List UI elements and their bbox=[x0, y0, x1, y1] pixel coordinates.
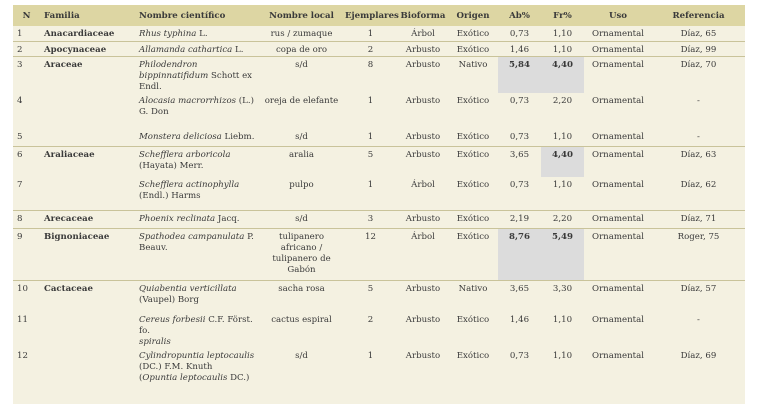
scientific-name: Philodendron bippinnatifidum bbox=[139, 59, 209, 81]
cell-n: 2 bbox=[13, 41, 40, 56]
cell-ejemplares: 1 bbox=[367, 179, 374, 190]
scientific-name-synonym: spiralis bbox=[139, 336, 171, 347]
cell-familia: Anacardiaceae bbox=[44, 29, 115, 39]
cell-fr: 1,10 bbox=[552, 29, 573, 39]
scientific-author: (Hayata) Merr. bbox=[139, 161, 204, 171]
table-row bbox=[13, 41, 745, 56]
cell-uso: Ornamental bbox=[592, 131, 644, 142]
cell-ab: 8,76 bbox=[498, 229, 541, 281]
cell-ab: 0,73 bbox=[509, 29, 530, 39]
cell-familia: Araliaceae bbox=[40, 147, 135, 177]
table-row bbox=[13, 147, 745, 177]
cell-nombre-local: oreja de elefante bbox=[264, 95, 339, 106]
header-referencia: Referencia bbox=[652, 5, 745, 26]
cell-referencia: Díaz, 70 bbox=[652, 56, 745, 93]
scientific-author: P. Beauv. bbox=[139, 232, 254, 253]
header-nombre-cientifico: Nombre científico bbox=[135, 5, 260, 26]
cell-fr: 1,10 bbox=[541, 41, 584, 56]
cell-uso: Ornamental bbox=[584, 56, 652, 93]
scientific-author: (Endl.) Harms bbox=[139, 190, 201, 201]
cell-bioforma: Árbol bbox=[411, 179, 435, 190]
cell-ab: 1,46 bbox=[509, 314, 530, 325]
cell-ab: 5,84 bbox=[498, 56, 541, 93]
cell-nombre-local: s/d bbox=[295, 131, 308, 142]
cell-ejemplares: 5 bbox=[343, 281, 398, 312]
scientific-name: Monstera deliciosa bbox=[139, 131, 222, 142]
table-row bbox=[13, 129, 745, 147]
scientific-author: C.F. Först. fo. bbox=[139, 314, 253, 336]
cell-ab: 3,65 bbox=[498, 147, 541, 177]
scientific-name: Allamanda cathartica bbox=[139, 44, 233, 55]
cell-referencia: - bbox=[697, 314, 700, 325]
cell-familia: Arecaceae bbox=[40, 211, 135, 229]
header-n: N bbox=[13, 5, 40, 26]
cell-bioforma: Arbusto bbox=[405, 131, 441, 142]
table-row bbox=[13, 93, 745, 129]
cell-origen: Exótico bbox=[448, 41, 498, 56]
table-row bbox=[13, 281, 745, 312]
cell-nombre-cientifico bbox=[135, 177, 260, 211]
cell-referencia: Díaz, 57 bbox=[652, 281, 745, 312]
scientific-author: (DC.) F.M. Knuth bbox=[139, 361, 213, 372]
cell-referencia: - bbox=[697, 131, 700, 142]
cell-fr: 1,10 bbox=[552, 350, 573, 361]
cell-uso: Ornamental bbox=[584, 281, 652, 312]
header-ejemplares: Ejemplares bbox=[343, 5, 398, 26]
cell-uso: Ornamental bbox=[584, 41, 652, 56]
cell-n: 5 bbox=[17, 131, 23, 142]
cell-n: 10 bbox=[13, 281, 40, 312]
cell-origen: Exótico bbox=[456, 314, 490, 325]
cell-fr: 2,20 bbox=[541, 211, 584, 229]
cell-nombre-cientifico bbox=[135, 41, 260, 56]
cell-familia bbox=[40, 177, 135, 211]
cell-n: 8 bbox=[13, 211, 40, 229]
cell-origen: Exótico bbox=[456, 179, 490, 190]
cell-referencia: Díaz, 62 bbox=[680, 179, 717, 190]
cell-familia: Araceae bbox=[40, 56, 135, 93]
cell-ab: 0,73 bbox=[509, 95, 530, 106]
cell-referencia: Díaz, 63 bbox=[652, 147, 745, 177]
scientific-author-2: ( bbox=[139, 372, 143, 383]
cell-nombre-cientifico bbox=[135, 281, 260, 312]
scientific-author: Schott ex Endl. bbox=[139, 70, 253, 92]
cell-nombre-cientifico bbox=[135, 93, 260, 129]
cell-ejemplares: 5 bbox=[343, 147, 398, 177]
cell-familia: Bignoniaceae bbox=[40, 229, 135, 281]
cell-nombre-local: pulpo bbox=[289, 179, 314, 190]
table-row bbox=[13, 26, 745, 41]
cell-ab: 1,46 bbox=[498, 41, 541, 56]
cell-origen: Exótico bbox=[448, 147, 498, 177]
cell-uso: Ornamental bbox=[592, 350, 644, 361]
cell-uso: Ornamental bbox=[592, 179, 644, 190]
header-origen: Origen bbox=[448, 5, 498, 26]
cell-ejemplares: 1 bbox=[367, 131, 374, 142]
header-familia: Familia bbox=[40, 5, 135, 26]
scientific-author: (Vaupel) Borg bbox=[139, 295, 199, 305]
cell-nombre-cientifico bbox=[135, 229, 260, 281]
cell-ejemplares: 3 bbox=[343, 211, 398, 229]
scientific-author-3: DC.) bbox=[227, 372, 250, 383]
scientific-name-synonym: Opuntia leptocaulis bbox=[142, 372, 228, 383]
cell-nombre-cientifico bbox=[135, 56, 260, 93]
cell-ab: 3,65 bbox=[498, 281, 541, 312]
cell-ab: 2,19 bbox=[498, 211, 541, 229]
scientific-name: Schefflera actinophylla bbox=[139, 179, 240, 190]
cell-fr: 5,49 bbox=[541, 229, 584, 281]
cell-ab: 0,73 bbox=[509, 179, 530, 190]
cell-familia bbox=[40, 129, 135, 147]
header-ab: Ab% bbox=[498, 5, 541, 26]
cell-fr: 1,10 bbox=[552, 131, 573, 142]
cell-nombre-local: tulipanero africano / tulipanero de Gabón bbox=[260, 229, 343, 281]
species-table bbox=[13, 5, 745, 392]
cell-bioforma: Arbusto bbox=[398, 41, 448, 56]
cell-ejemplares: 1 bbox=[367, 95, 374, 106]
cell-familia bbox=[40, 348, 135, 392]
cell-ejemplares: 2 bbox=[367, 314, 374, 325]
scientific-author: Liebm. bbox=[221, 131, 255, 142]
cell-origen: Exótico bbox=[448, 211, 498, 229]
table-row bbox=[13, 348, 745, 392]
cell-fr: 4,40 bbox=[541, 56, 584, 93]
cell-referencia: Díaz, 65 bbox=[680, 29, 717, 39]
table-body bbox=[13, 26, 745, 392]
scientific-name: Spathodea campanulata bbox=[139, 232, 245, 242]
cell-nombre-local: sacha rosa bbox=[260, 281, 343, 312]
cell-origen: Exótico bbox=[456, 350, 490, 361]
cell-familia bbox=[40, 312, 135, 348]
cell-origen: Nativo bbox=[448, 281, 498, 312]
table-row bbox=[13, 229, 745, 281]
species-table-panel bbox=[13, 5, 745, 404]
cell-n: 3 bbox=[13, 56, 40, 93]
cell-nombre-local: aralia bbox=[260, 147, 343, 177]
cell-nombre-cientifico bbox=[135, 348, 260, 392]
cell-familia bbox=[40, 93, 135, 129]
cell-ejemplares: 12 bbox=[343, 229, 398, 281]
table-row bbox=[13, 211, 745, 229]
scientific-name: Cereus forbesii bbox=[139, 314, 206, 325]
header-nombre-local: Nombre local bbox=[260, 5, 343, 26]
cell-nombre-cientifico bbox=[135, 211, 260, 229]
table-row bbox=[13, 177, 745, 211]
cell-referencia: Díaz, 71 bbox=[652, 211, 745, 229]
header-fr: Fr% bbox=[541, 5, 584, 26]
scientific-author: (L.) G. Don bbox=[139, 95, 254, 117]
header-row bbox=[13, 5, 745, 26]
cell-nombre-local: s/d bbox=[260, 211, 343, 229]
cell-bioforma: Árbol bbox=[411, 29, 435, 39]
cell-origen: Exótico bbox=[456, 95, 490, 106]
scientific-name: Phoenix reclinata bbox=[139, 214, 216, 224]
scientific-author: Jacq. bbox=[215, 214, 240, 224]
table-row bbox=[13, 312, 745, 348]
cell-ab: 0,73 bbox=[509, 350, 530, 361]
cell-nombre-cientifico bbox=[135, 26, 260, 41]
cell-bioforma: Arbusto bbox=[405, 314, 441, 325]
cell-origen: Exótico bbox=[456, 29, 490, 39]
cell-n: 1 bbox=[17, 29, 23, 39]
cell-bioforma: Arbusto bbox=[398, 147, 448, 177]
cell-bioforma: Arbusto bbox=[398, 211, 448, 229]
cell-ejemplares: 1 bbox=[367, 350, 374, 361]
cell-fr: 1,10 bbox=[552, 314, 573, 325]
cell-uso: Ornamental bbox=[584, 147, 652, 177]
cell-nombre-cientifico bbox=[135, 147, 260, 177]
cell-uso: Ornamental bbox=[584, 211, 652, 229]
cell-origen: Nativo bbox=[448, 56, 498, 93]
cell-origen: Exótico bbox=[448, 229, 498, 281]
scientific-author: L. bbox=[196, 29, 208, 39]
cell-n: 11 bbox=[17, 314, 28, 325]
cell-nombre-local: copa de oro bbox=[260, 41, 343, 56]
cell-nombre-local: s/d bbox=[260, 56, 343, 93]
cell-ejemplares: 2 bbox=[343, 41, 398, 56]
cell-bioforma: Árbol bbox=[398, 229, 448, 281]
header-bioforma: Bioforma bbox=[398, 5, 448, 26]
cell-referencia: Díaz, 99 bbox=[652, 41, 745, 56]
cell-nombre-local: s/d bbox=[295, 350, 308, 361]
cell-referencia: - bbox=[697, 95, 700, 106]
cell-uso: Ornamental bbox=[592, 314, 644, 325]
cell-bioforma: Arbusto bbox=[398, 281, 448, 312]
cell-ejemplares: 8 bbox=[343, 56, 398, 93]
scientific-author: L. bbox=[232, 44, 244, 55]
table-row bbox=[13, 56, 745, 93]
cell-n: 6 bbox=[13, 147, 40, 177]
cell-nombre-local: rus / zumaque bbox=[270, 29, 333, 39]
cell-uso: Ornamental bbox=[592, 95, 644, 106]
scientific-name: Quiabentia verticillata bbox=[139, 284, 237, 294]
cell-nombre-cientifico bbox=[135, 312, 260, 348]
cell-fr: 3,30 bbox=[541, 281, 584, 312]
cell-bioforma: Arbusto bbox=[405, 350, 441, 361]
cell-uso: Ornamental bbox=[584, 229, 652, 281]
scientific-name: Alocasia macrorrhizos bbox=[139, 95, 237, 106]
cell-referencia: Díaz, 69 bbox=[680, 350, 717, 361]
cell-n: 12 bbox=[17, 350, 28, 361]
cell-fr: 4,40 bbox=[541, 147, 584, 177]
cell-n: 4 bbox=[17, 95, 23, 106]
cell-referencia: Roger, 75 bbox=[652, 229, 745, 281]
cell-ab: 0,73 bbox=[509, 131, 530, 142]
scientific-name: Schefflera arboricola bbox=[139, 150, 231, 160]
cell-fr: 1,10 bbox=[552, 179, 573, 190]
cell-familia: Cactaceae bbox=[40, 281, 135, 312]
scientific-name: Cylindropuntia leptocaulis bbox=[139, 350, 255, 361]
cell-nombre-cientifico bbox=[135, 129, 260, 147]
cell-n: 7 bbox=[17, 179, 23, 190]
cell-bioforma: Arbusto bbox=[398, 56, 448, 93]
cell-n: 9 bbox=[13, 229, 40, 281]
cell-ejemplares: 1 bbox=[367, 29, 374, 39]
cell-bioforma: Arbusto bbox=[405, 95, 441, 106]
cell-fr: 2,20 bbox=[552, 95, 573, 106]
scientific-name: Rhus typhina bbox=[139, 29, 197, 39]
cell-uso: Ornamental bbox=[592, 29, 644, 39]
cell-familia: Apocynaceae bbox=[40, 41, 135, 56]
header-uso: Uso bbox=[584, 5, 652, 26]
cell-nombre-local: cactus espiral bbox=[271, 314, 332, 325]
cell-origen: Exótico bbox=[456, 131, 490, 142]
